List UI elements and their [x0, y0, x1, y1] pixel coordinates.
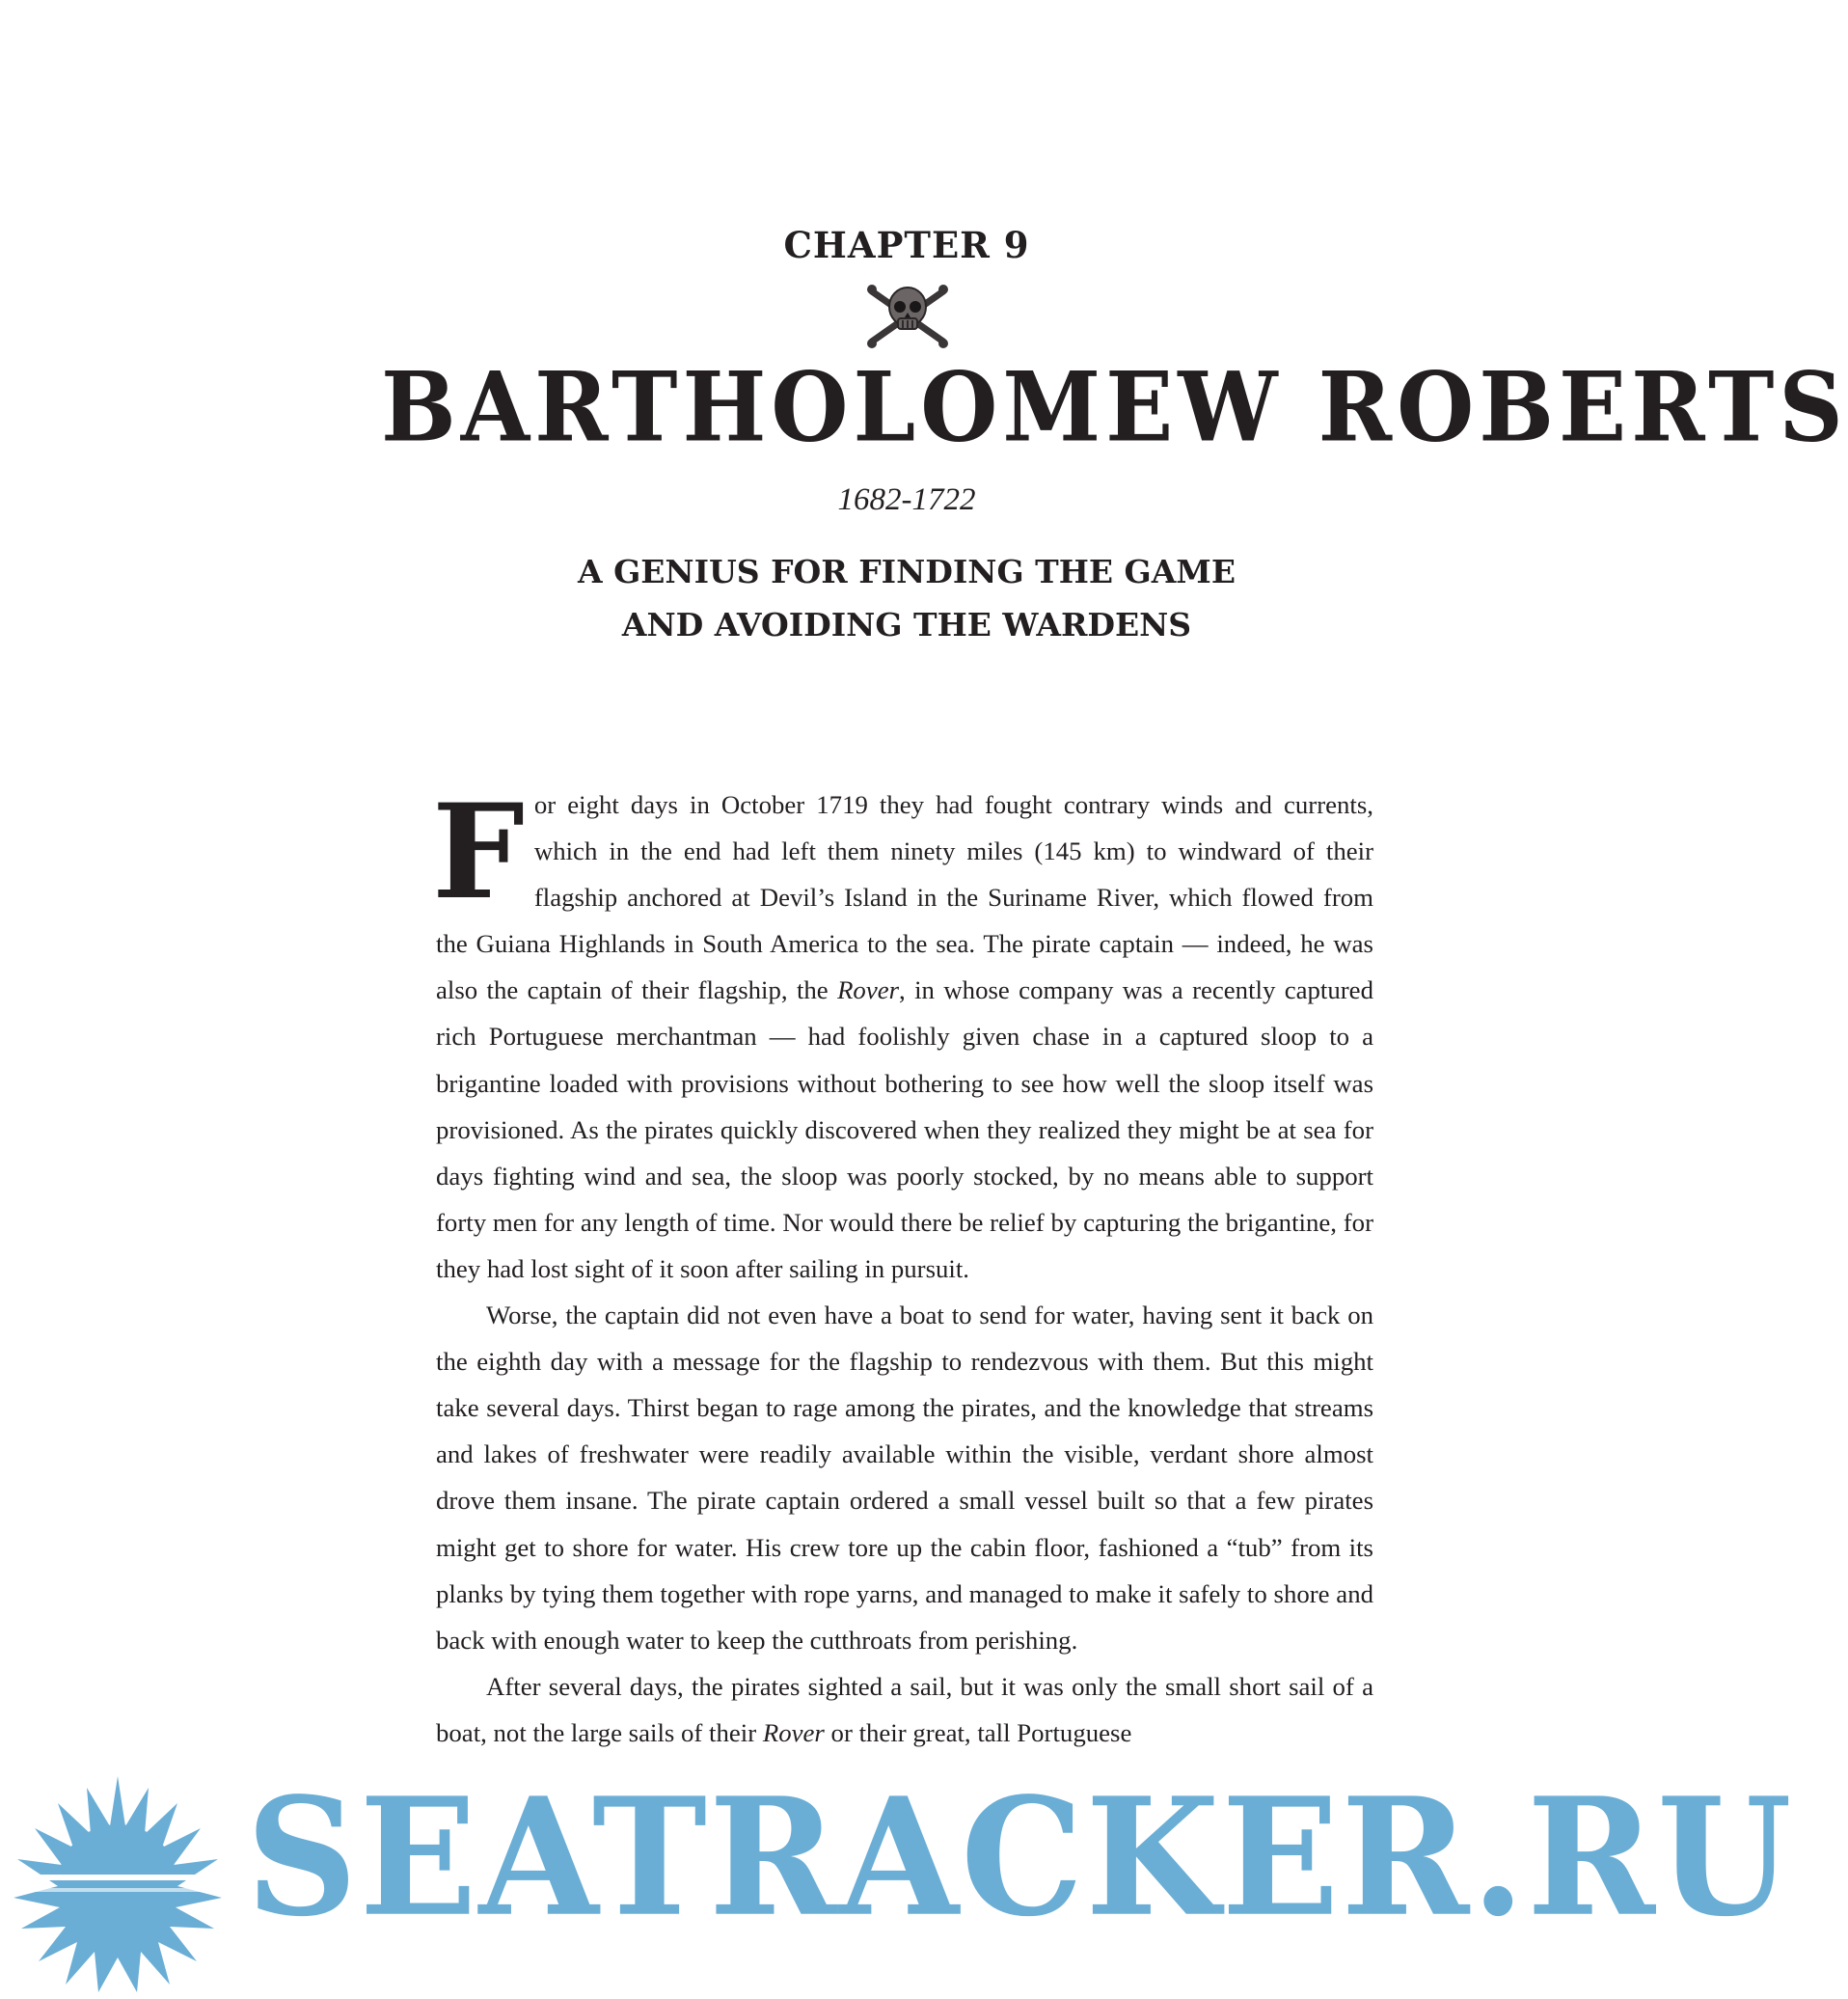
paragraph-1-text-b: , in whose company was a recently captured rich Portuguese merchantman — had foolishly given chase in a captured sloop to a brigantine loaded with provisions without bothering to see how well the sloop itself was provisioned. As the pirates quickly discovered when they realized they might be at sea for days fighting wind and sea, the sloop was poorly stocked, by no means able to support forty men for any length of time. Nor would there be relief by capturing the brigantine, for they had lost sight of it soon after sailing in pursuit. [436, 975, 1373, 1283]
watermark-text: SEATRACKER.RU [246, 1762, 1794, 1953]
body-text [432, 775, 1373, 1756]
subtitle-line-2: AND AVOIDING THE WARDENS [621, 606, 1192, 644]
chapter-subtitle [0, 545, 1813, 651]
paragraph-2: Worse, the captain did not even have a boat to send for water, having sent it back on the eighth day with a message for the flagship to rendezvous with them. But this might take several days. Thirst began to rage among the pirates, and the knowledge that streams and lakes of freshwater were readily available within the visible, verdant shore almost drove them insane. The pirate captain ordered a small vessel built so that a few pirates might get to shore for water. His crew tore up the cabin floor, fashioned a “tub” from its planks by tying them together with rope yarns, and managed to make it safely to shore and back with enough water to keep the cutthroats from perishing. [436, 1301, 1373, 1655]
ship-name-rover: Rover [837, 975, 900, 1005]
paragraph-3-text-b: or their great, tall Portuguese [824, 1717, 1132, 1747]
subtitle-line-1: A GENIUS FOR FINDING THE GAME [578, 553, 1236, 590]
skull-crossbones-icon [864, 280, 951, 347]
chapter-title: BARTHOLOMEW ROBERTS [381, 350, 1848, 464]
paragraph-3-text-a: After several days, the pirates sighted a sail, but it was only the small short sail of a boat, not the large sails of their [436, 1671, 1373, 1747]
chapter-dates: 1682-1722 [837, 482, 976, 517]
chapter-label: CHAPTER 9 [783, 224, 1030, 266]
paragraph-3 [436, 1663, 1373, 1756]
paragraph-1-text-a: or eight days in October 1719 they had fought contrary winds and currents, which in the end had left them ninety miles (145 km) to windward of their flagship anchored at Devil’s Island in the Suriname River, which flowed from the Guiana Highlands in South America to the sea. The pirate captain — indeed, he was also the captain of their flagship, the [436, 790, 1373, 1005]
ship-name-rover: Rover [762, 1717, 825, 1747]
paragraph-1 [432, 775, 1373, 1292]
drop-cap: F [432, 775, 525, 928]
